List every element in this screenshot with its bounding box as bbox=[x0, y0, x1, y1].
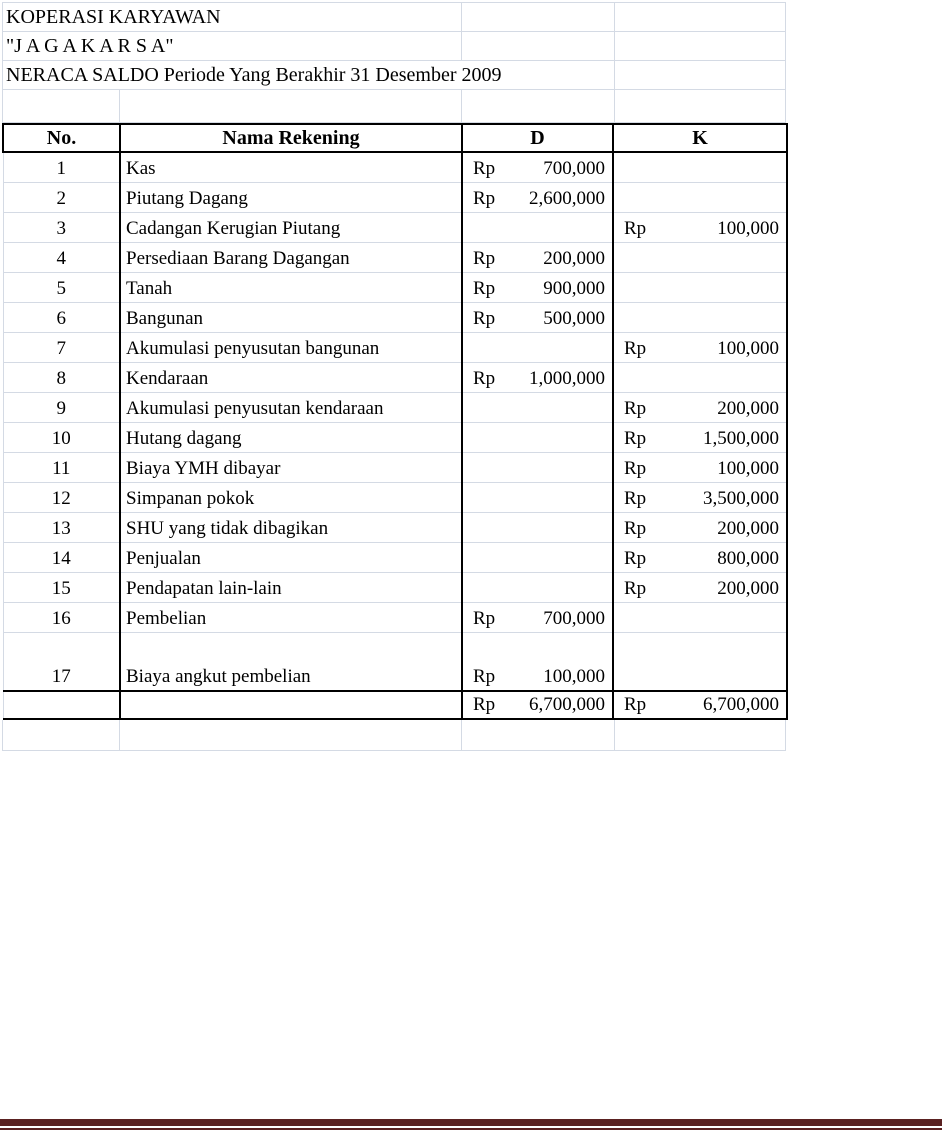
debit-cell bbox=[462, 512, 613, 542]
amount bbox=[614, 488, 786, 510]
account-name-cell: Biaya YMH dibayar bbox=[120, 452, 462, 482]
amount bbox=[463, 188, 612, 210]
credit-cell bbox=[613, 512, 787, 542]
table-row bbox=[3, 182, 787, 212]
credit-cell bbox=[613, 572, 787, 602]
page-footer-rule-thick bbox=[0, 1119, 942, 1126]
account-name-cell: Cadangan Kerugian Piutang bbox=[120, 212, 462, 242]
gridline bbox=[614, 61, 615, 89]
table-row bbox=[3, 422, 787, 452]
currency-prefix: Rp bbox=[473, 247, 496, 269]
row-number-cell: 9 bbox=[3, 392, 120, 422]
table-row bbox=[3, 452, 787, 482]
spreadsheet-title-area bbox=[2, 2, 786, 123]
trial-balance-body bbox=[3, 152, 787, 691]
debit-cell bbox=[462, 332, 613, 362]
table-row bbox=[3, 512, 787, 542]
credit-cell bbox=[613, 362, 787, 392]
amount-value: 800,000 bbox=[717, 547, 779, 569]
row-number-cell: 15 bbox=[3, 572, 120, 602]
currency-prefix: Rp bbox=[624, 487, 647, 509]
currency-prefix: Rp bbox=[473, 666, 496, 687]
debit-cell bbox=[462, 392, 613, 422]
debit-cell bbox=[462, 152, 613, 182]
amount bbox=[614, 518, 786, 540]
row-number-cell: 14 bbox=[3, 542, 120, 572]
report-title: NERACA SALDO Periode Yang Berakhir 31 Desember 2009 bbox=[6, 64, 502, 86]
total-no-cell bbox=[3, 691, 120, 719]
row-number-cell: 8 bbox=[3, 362, 120, 392]
amount bbox=[614, 338, 786, 360]
currency-prefix: Rp bbox=[473, 307, 496, 329]
gridline bbox=[119, 720, 120, 750]
gridline bbox=[614, 32, 615, 60]
table-row bbox=[3, 392, 787, 422]
table-row bbox=[3, 542, 787, 572]
row-number-cell: 16 bbox=[3, 602, 120, 632]
gridline bbox=[461, 720, 462, 750]
amount bbox=[614, 458, 786, 480]
amount-value: 1,000,000 bbox=[529, 367, 605, 389]
amount bbox=[463, 248, 612, 270]
total-debit-value: 6,700,000 bbox=[529, 694, 605, 715]
currency-prefix: Rp bbox=[624, 547, 647, 569]
amount-value: 3,500,000 bbox=[703, 487, 779, 509]
row-number-cell: 10 bbox=[3, 422, 120, 452]
table-row bbox=[3, 152, 787, 182]
row-number-cell: 4 bbox=[3, 242, 120, 272]
debit-cell bbox=[462, 602, 613, 632]
amount-value: 200,000 bbox=[543, 247, 605, 269]
credit-cell bbox=[613, 302, 787, 332]
company-title: KOPERASI KARYAWAN bbox=[6, 6, 221, 28]
total-credit-amount bbox=[614, 694, 786, 716]
table-row bbox=[3, 602, 787, 632]
table-row bbox=[3, 572, 787, 602]
blank-spreadsheet-row-bottom bbox=[2, 720, 786, 751]
amount bbox=[463, 368, 612, 390]
total-row bbox=[3, 691, 787, 719]
table-row bbox=[3, 362, 787, 392]
account-name-cell: SHU yang tidak dibagikan bbox=[120, 512, 462, 542]
amount-value: 1,500,000 bbox=[703, 427, 779, 449]
table-row bbox=[3, 632, 787, 691]
credit-cell bbox=[613, 332, 787, 362]
amount bbox=[463, 666, 612, 688]
amount bbox=[614, 548, 786, 570]
table-row bbox=[3, 332, 787, 362]
credit-cell bbox=[613, 542, 787, 572]
currency-prefix: Rp bbox=[624, 694, 647, 715]
account-name-cell: Bangunan bbox=[120, 302, 462, 332]
gridline bbox=[614, 90, 615, 122]
currency-prefix: Rp bbox=[624, 427, 647, 449]
account-name-cell: Pendapatan lain-lain bbox=[120, 572, 462, 602]
account-name-cell: Tanah bbox=[120, 272, 462, 302]
title-row-report bbox=[3, 61, 785, 90]
table-row bbox=[3, 482, 787, 512]
debit-cell bbox=[462, 242, 613, 272]
debit-cell bbox=[462, 362, 613, 392]
col-header-debit: D bbox=[462, 124, 613, 152]
trial-balance-table bbox=[2, 123, 788, 720]
gridline bbox=[119, 90, 120, 122]
col-header-no: No. bbox=[3, 124, 120, 152]
amount bbox=[463, 308, 612, 330]
credit-cell bbox=[613, 482, 787, 512]
account-name-cell: Akumulasi penyusutan bangunan bbox=[120, 332, 462, 362]
amount-value: 200,000 bbox=[717, 397, 779, 419]
blank-spreadsheet-row bbox=[3, 90, 785, 123]
credit-cell bbox=[613, 272, 787, 302]
credit-cell bbox=[613, 632, 787, 691]
debit-cell bbox=[462, 572, 613, 602]
currency-prefix: Rp bbox=[473, 607, 496, 629]
account-name-cell: Penjualan bbox=[120, 542, 462, 572]
credit-cell bbox=[613, 242, 787, 272]
account-name-cell: Kendaraan bbox=[120, 362, 462, 392]
cooperative-name: "J A G A K A R S A" bbox=[6, 35, 174, 57]
row-number-cell: 1 bbox=[3, 152, 120, 182]
row-number-cell: 17 bbox=[3, 632, 120, 691]
amount-value: 200,000 bbox=[717, 577, 779, 599]
currency-prefix: Rp bbox=[473, 277, 496, 299]
gridline bbox=[461, 90, 462, 122]
amount bbox=[614, 578, 786, 600]
account-name-cell: Biaya angkut pembelian bbox=[120, 632, 462, 691]
amount bbox=[614, 428, 786, 450]
row-number-cell: 2 bbox=[3, 182, 120, 212]
currency-prefix: Rp bbox=[473, 187, 496, 209]
credit-cell bbox=[613, 602, 787, 632]
total-debit-amount bbox=[463, 694, 612, 716]
table-row bbox=[3, 212, 787, 242]
debit-cell bbox=[462, 422, 613, 452]
total-name-cell bbox=[120, 691, 462, 719]
debit-cell bbox=[462, 182, 613, 212]
currency-prefix: Rp bbox=[624, 457, 647, 479]
amount-value: 200,000 bbox=[717, 517, 779, 539]
trial-balance-sheet bbox=[2, 2, 786, 751]
amount bbox=[614, 398, 786, 420]
gridline bbox=[614, 3, 615, 31]
debit-cell bbox=[462, 482, 613, 512]
debit-cell bbox=[462, 272, 613, 302]
col-header-credit: K bbox=[613, 124, 787, 152]
row-number-cell: 13 bbox=[3, 512, 120, 542]
table-row bbox=[3, 242, 787, 272]
title-row-name bbox=[3, 32, 785, 61]
account-name-cell: Hutang dagang bbox=[120, 422, 462, 452]
currency-prefix: Rp bbox=[624, 217, 647, 239]
table-row bbox=[3, 272, 787, 302]
col-header-account: Nama Rekening bbox=[120, 124, 462, 152]
gridline bbox=[614, 720, 615, 750]
title-row-company bbox=[3, 3, 785, 32]
account-name-cell: Pembelian bbox=[120, 602, 462, 632]
gridline bbox=[461, 3, 462, 31]
row-number-cell: 7 bbox=[3, 332, 120, 362]
credit-cell bbox=[613, 422, 787, 452]
currency-prefix: Rp bbox=[473, 367, 496, 389]
amount-value: 100,000 bbox=[543, 666, 605, 687]
amount bbox=[463, 278, 612, 300]
account-name-cell: Akumulasi penyusutan kendaraan bbox=[120, 392, 462, 422]
account-name-cell: Simpanan pokok bbox=[120, 482, 462, 512]
amount-value: 700,000 bbox=[543, 607, 605, 629]
amount bbox=[463, 158, 612, 180]
currency-prefix: Rp bbox=[624, 397, 647, 419]
gridline bbox=[461, 32, 462, 60]
amount-value: 100,000 bbox=[717, 337, 779, 359]
total-credit-value: 6,700,000 bbox=[703, 694, 779, 715]
debit-cell bbox=[462, 452, 613, 482]
amount bbox=[614, 218, 786, 240]
debit-cell bbox=[462, 542, 613, 572]
currency-prefix: Rp bbox=[473, 157, 496, 179]
debit-cell bbox=[462, 212, 613, 242]
currency-prefix: Rp bbox=[624, 517, 647, 539]
amount-value: 100,000 bbox=[717, 457, 779, 479]
row-number-cell: 5 bbox=[3, 272, 120, 302]
row-number-cell: 6 bbox=[3, 302, 120, 332]
currency-prefix: Rp bbox=[624, 337, 647, 359]
total-credit-cell bbox=[613, 691, 787, 719]
credit-cell bbox=[613, 452, 787, 482]
total-debit-cell bbox=[462, 691, 613, 719]
account-name-cell: Kas bbox=[120, 152, 462, 182]
account-name-cell: Persediaan Barang Dagangan bbox=[120, 242, 462, 272]
header-row bbox=[3, 124, 787, 152]
account-name-cell: Piutang Dagang bbox=[120, 182, 462, 212]
amount-value: 100,000 bbox=[717, 217, 779, 239]
credit-cell bbox=[613, 152, 787, 182]
credit-cell bbox=[613, 392, 787, 422]
amount bbox=[463, 608, 612, 630]
debit-cell bbox=[462, 302, 613, 332]
amount-value: 900,000 bbox=[543, 277, 605, 299]
debit-cell bbox=[462, 632, 613, 691]
amount-value: 700,000 bbox=[543, 157, 605, 179]
page-footer-rule-thin bbox=[0, 1128, 942, 1130]
credit-cell bbox=[613, 182, 787, 212]
table-row bbox=[3, 302, 787, 332]
row-number-cell: 11 bbox=[3, 452, 120, 482]
amount-value: 500,000 bbox=[543, 307, 605, 329]
currency-prefix: Rp bbox=[473, 694, 496, 715]
row-number-cell: 12 bbox=[3, 482, 120, 512]
credit-cell bbox=[613, 212, 787, 242]
amount-value: 2,600,000 bbox=[529, 187, 605, 209]
row-number-cell: 3 bbox=[3, 212, 120, 242]
currency-prefix: Rp bbox=[624, 577, 647, 599]
